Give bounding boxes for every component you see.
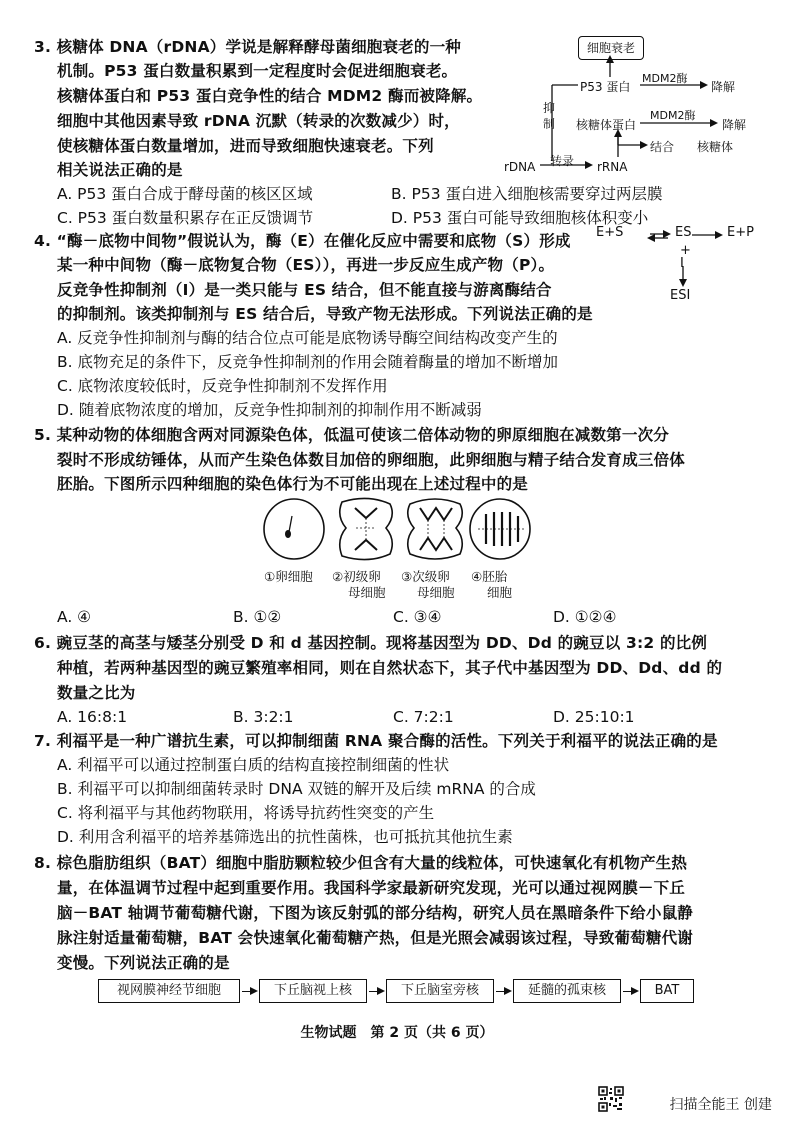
cell-label-4b: 细胞 (487, 585, 513, 600)
q8-line: 量，在体温调节过程中起到重要作用。我国科学家最新研究发现，光可以通过视网膜－下丘 (57, 879, 686, 897)
es-label: ES (675, 225, 692, 240)
ribosomal-protein-label: 核糖体蛋白 (576, 118, 637, 132)
q3-option-b[interactable]: B. P53 蛋白进入细胞核需要穿过两层膜 (391, 185, 663, 203)
q5-option-d[interactable]: D. ①②④ (553, 608, 617, 626)
q3-option-a[interactable]: A. P53 蛋白合成于酵母菌的核区区域 (57, 185, 313, 203)
flow-arrow-1 (242, 991, 256, 992)
q3-line: 使核糖体蛋白数量增加，进而导致细胞快速衰老。下列 (57, 137, 434, 155)
q4-line: 反竞争性抑制剂（I）是一类只能与 ES 结合，但不能直接与游离酶结合 (57, 281, 552, 299)
qr-code-icon (598, 1086, 624, 1112)
q4-option-c[interactable]: C. 底物浓度较低时，反竞争性抑制剂不发挥作用 (57, 377, 388, 395)
inhibit-label: 抑制 (543, 101, 556, 131)
q5-line: 5. 某种动物的体细胞含两对同源染色体，低温可使该二倍体动物的卵原细胞在减数第一次分 (34, 426, 669, 444)
q3-option-c[interactable]: C. P53 蛋白数量积累存在正反馈调节 (57, 209, 314, 227)
q7-option-a[interactable]: A. 利福平可以通过控制蛋白质的结构直接控制细菌的性状 (57, 756, 450, 774)
q4-diagram-arrows (620, 222, 780, 302)
q3-line: 机制。P53 蛋白数量积累到一定程度时会促进细胞衰老。 (57, 62, 458, 80)
flow-arrow-3 (496, 991, 510, 992)
rrna-label: rRNA (597, 160, 628, 174)
e-plus-s-label: E+S (596, 225, 624, 240)
q6-option-d[interactable]: D. 25:10:1 (553, 708, 635, 726)
inhibitor-label: I (680, 256, 684, 271)
q8-line: 变慢。下列说法正确的是 (57, 954, 230, 972)
embryo-cell-drawing (470, 499, 530, 559)
q3-diagram-lines (500, 55, 770, 175)
q4-option-b[interactable]: B. 底物充足的条件下，反竞争性抑制剂的作用会随着酶量的增加不断增加 (57, 353, 558, 371)
e-plus-p-label: E+P (727, 225, 754, 240)
cell-label-1: ①卵细胞 (264, 569, 313, 584)
q4-line: 4. “酶－底物中间物”假说认为，酶（E）在催化反应中需要和底物（S）形成 (34, 232, 571, 250)
q6-option-c[interactable]: C. 7:2:1 (393, 708, 454, 726)
mdm2-label-a: MDM2酶 (642, 72, 688, 85)
q5-line: 裂时不形成纺锤体，从而产生染色体数目加倍的卵细胞，此卵细胞与精子结合发育成三倍体 (57, 451, 686, 469)
q5-cells-svg (260, 494, 535, 564)
q6-line: 种植，若两种基因型的豌豆繁殖率相同，则在自然状态下，其子代中基因型为 DD、Dd、dd 的 (57, 659, 723, 677)
q4-option-a[interactable]: A. 反竞争性抑制剂与酶的结合位点可能是底物诱导酶空间结构改变产生的 (57, 329, 558, 347)
ribosome-label: 核糖体 (697, 140, 734, 154)
flow-arrow-2 (369, 991, 383, 992)
q5-line: 胚胎。下图所示四种细胞的染色体行为不可能出现在上述过程中的是 (57, 475, 529, 493)
q8-line: 脉注射适量葡萄糖，BAT 会快速氧化葡萄糖产热，但是光照会减弱该过程，导致葡萄糖代谢 (57, 929, 693, 947)
degrade-label-b: 降解 (722, 118, 747, 132)
q3-line: 3. 核糖体 DNA（rDNA）学说是解释酵母菌细胞衰老的一种 (34, 38, 461, 56)
combine-label: 结合 (650, 140, 675, 154)
q3-line: 核糖体蛋白和 P53 蛋白竞争性的结合 MDM2 酶而被降解。 (57, 87, 483, 105)
q3-line: 相关说法正确的是 (57, 161, 183, 179)
p53-label: P53 蛋白 (580, 80, 631, 94)
q6-option-a[interactable]: A. 16:8:1 (57, 708, 128, 726)
q3-line: 细胞中其他因素导致 rDNA 沉默（转录的次数减少）时， (57, 112, 460, 130)
flow-box-retina: 视网膜神经节细胞 (98, 979, 240, 1003)
cell-label-4a: ④胚胎 (471, 569, 508, 584)
q8-line: 8. 棕色脂肪组织（BAT）细胞中脂肪颗粒较少但含有大量的线粒体，可快速氧化有机物产生热 (34, 854, 688, 872)
q4-option-d[interactable]: D. 随着底物浓度的增加，反竞争性抑制剂的抑制作用不断减弱 (57, 401, 482, 419)
plus-label: + (680, 243, 691, 258)
flow-box-bat: BAT (640, 979, 694, 1003)
page-footer: 生物试题 第 2 页（共 6 页） (300, 1025, 494, 1041)
mdm2-label-b: MDM2酶 (650, 109, 696, 122)
q5-option-c[interactable]: C. ③④ (393, 608, 442, 626)
q6-line: 数量之比为 (57, 684, 136, 702)
flow-box-son: 下丘脑视上核 (259, 979, 367, 1003)
cell-aging-box: 细胞衰老 (578, 36, 644, 60)
secondary-oocyte-drawing (408, 499, 463, 559)
q7-option-c[interactable]: C. 将利福平与其他药物联用，将诱导抗药性突变的产生 (57, 804, 435, 822)
q7-option-d[interactable]: D. 利用含利福平的培养基筛选出的抗性菌株，也可抵抗其他抗生素 (57, 828, 513, 846)
cell-label-3a: ③次级卵 (401, 569, 450, 584)
flow-box-pvn: 下丘脑室旁核 (386, 979, 494, 1003)
cell-label-2b: 母细胞 (348, 585, 386, 600)
transcribe-label: 转录 (550, 154, 575, 168)
primary-oocyte-drawing (340, 498, 393, 559)
scanner-watermark: 扫描全能王 创建 (669, 1097, 772, 1113)
q4-line: 的抑制剂。该类抑制剂与 ES 结合后，导致产物无法形成。下列说法正确的是 (57, 305, 593, 323)
rdna-label: rDNA (504, 160, 536, 174)
q7-option-b[interactable]: B. 利福平可以抑制细菌转录时 DNA 双链的解开及后续 mRNA 的合成 (57, 780, 536, 798)
flow-arrow-4 (623, 991, 637, 992)
q5-option-b[interactable]: B. ①② (233, 608, 282, 626)
cell-label-3b: 母细胞 (417, 585, 455, 600)
q5-option-a[interactable]: A. ④ (57, 608, 92, 626)
q6-option-b[interactable]: B. 3:2:1 (233, 708, 294, 726)
esi-label: ESI (670, 288, 691, 303)
flow-box-nts: 延髓的孤束核 (513, 979, 621, 1003)
q3-option-d[interactable]: D. P53 蛋白可能导致细胞核体积变小 (391, 209, 649, 227)
q4-line: 某一种中间物（酶－底物复合物（ES）），再进一步反应生成产物（P）。 (57, 256, 555, 274)
cell-label-2a: ②初级卵 (332, 569, 381, 584)
egg-cell-drawing (264, 499, 324, 559)
q8-line: 脑－BAT 轴调节葡萄糖代谢，下图为该反射弧的部分结构，研究人员在黑暗条件下给小鼠静 (57, 904, 693, 922)
degrade-label-a: 降解 (711, 80, 736, 94)
q6-line: 6. 豌豆茎的高茎与矮茎分别受 D 和 d 基因控制。现将基因型为 DD、Dd 的豌豆以 3:2 的比例 (34, 634, 708, 652)
q7-line: 7. 利福平是一种广谱抗生素，可以抑制细菌 RNA 聚合酶的活性。下列关于利福平的说法正确的是 (34, 732, 718, 750)
